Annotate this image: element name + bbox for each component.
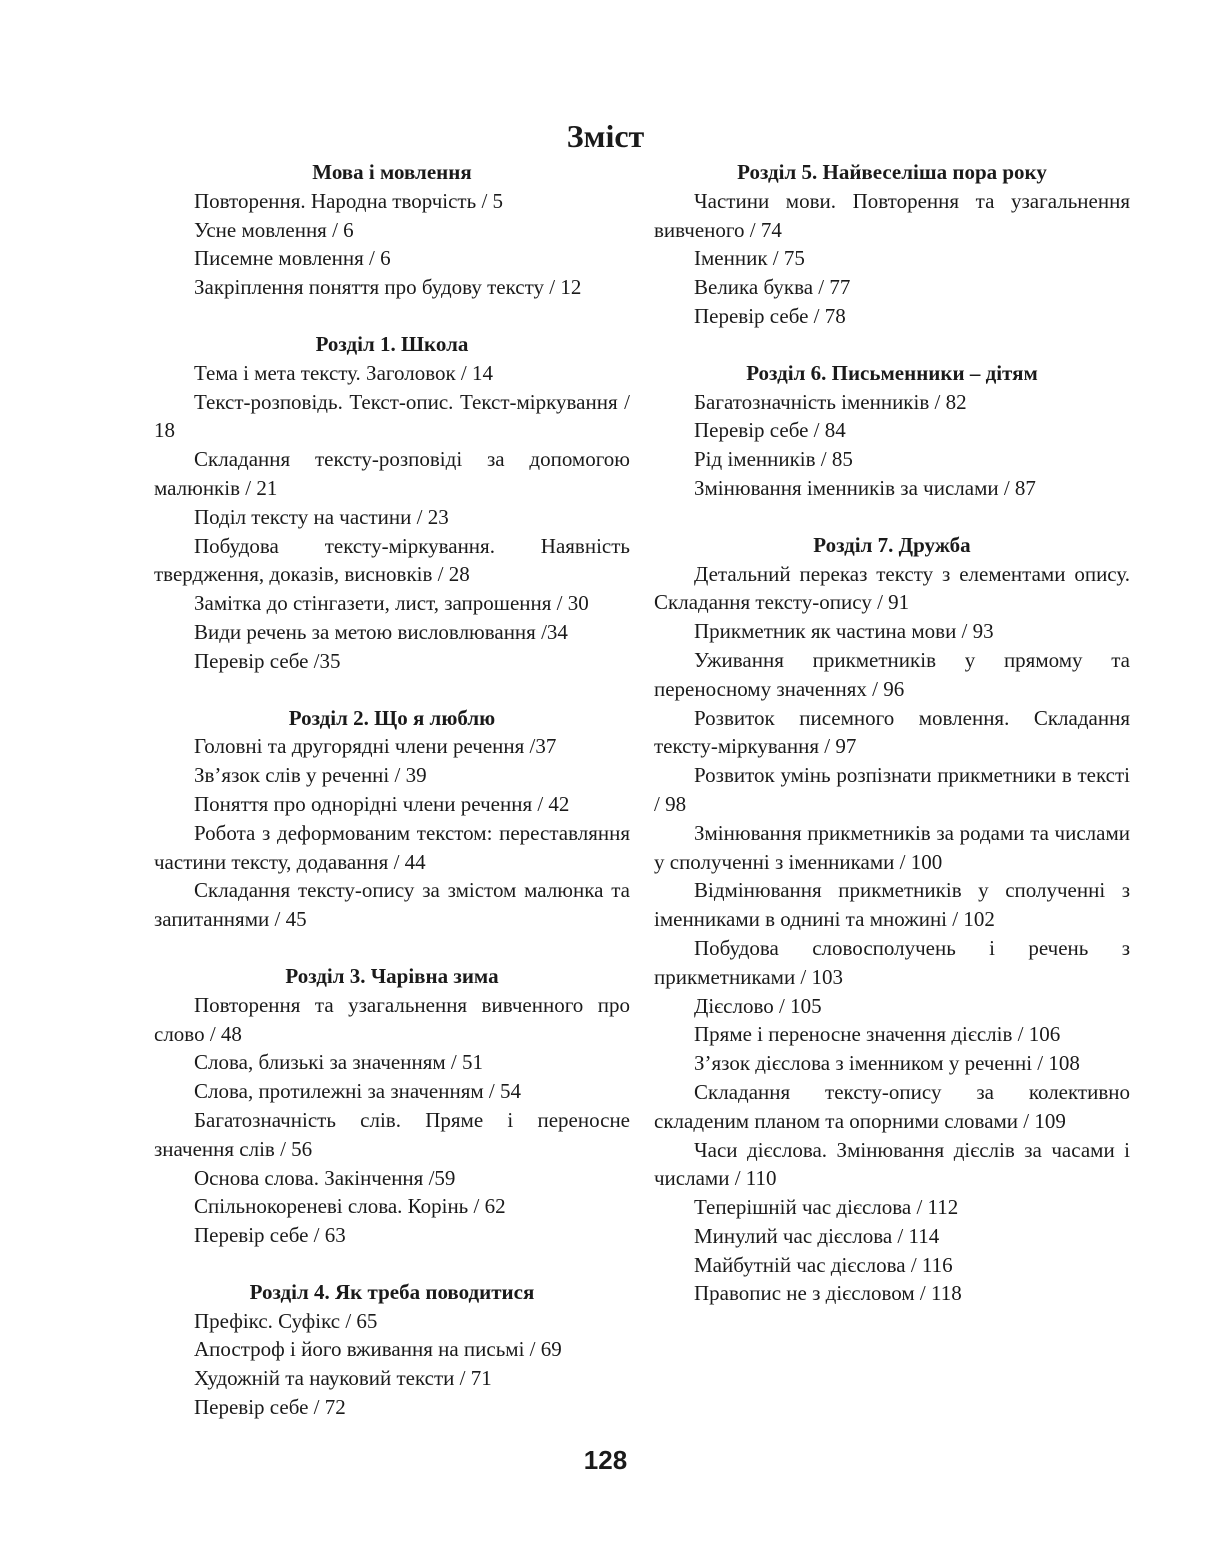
toc-entry: Префікс. Суфікс / 65 [194,1308,378,1333]
toc-entry: Художній та науковий тексти / 71 [194,1366,492,1391]
toc-entry: Рід іменників / 85 [694,447,853,472]
toc-entry: Правопис не з дієсловом / 118 [694,1281,962,1306]
page-number: 128 [583,1445,628,1475]
entry-list [654,560,1130,1309]
toc-entry: Змінювання прикметників за родами та числами у сполученні з іменниками / 100 [654,820,1130,874]
toc-entry: Розвиток писемного мовлення. Складання тексту-міркування / 97 [654,705,1130,759]
toc-entry: Майбутній час дієслова / 116 [694,1252,953,1277]
toc-entry: Розвиток умінь розпізнати прикметники в тексті / 98 [654,763,1130,816]
toc-entry: Повторення. Народна творчість / 5 [194,188,504,213]
toc-entry: Перевір себе / 63 [194,1223,346,1248]
toc-entry: Текст-розповідь. Текст-опис. Текст-міркування / 18 [154,389,630,443]
toc-entry: Види речень за метою висловлювання /34 [194,619,568,644]
toc-entry: Іменник / 75 [694,246,805,271]
toc-entry: Минулий час дієслова / 114 [694,1223,940,1248]
section-spacer [154,934,630,962]
toc-entry: Складання тексту-розповіді за допомогою малюнків / 21 [154,447,630,500]
toc-entry: Уживання прикметників у прямому та переносному значеннях / 96 [654,647,1130,701]
section-spacer [154,302,630,330]
entry-list [154,732,630,934]
toc-entry: Слова, протилежні за значенням / 54 [194,1079,521,1104]
toc-entry: Багатозначність слів. Пряме і переносне значення слів / 56 [154,1107,630,1161]
toc-section [154,1250,630,1422]
toc-entry: Перевір себе / 72 [194,1395,346,1420]
section-spacer [654,331,1130,359]
toc-entry: Спільнокореневі слова. Корінь / 62 [194,1194,506,1219]
section-heading: Розділ 6. Письменники – дітям [746,360,1038,385]
toc-entry: Часи дієслова. Змінювання дієслів за часами і числами / 110 [654,1137,1130,1191]
toc-entry: Побудова словосполучень і речень з прикметниками / 103 [654,935,1130,989]
toc-section [654,158,1130,331]
toc-entry: Прикметник як частина мови / 93 [694,619,994,644]
toc-entry: Основа слова. Закінчення /59 [194,1165,456,1190]
toc-entry: З’язок дієслова з іменником у реченні / 108 [694,1051,1080,1076]
toc-entry: Зв’язок слів у реченні / 39 [194,763,427,788]
toc-entry: Тема і мета тексту. Заголовок / 14 [194,360,494,385]
toc-entry: Побудова тексту-міркування. Наявність твердження, доказів, висновків / 28 [154,533,630,587]
toc-section [154,934,630,1250]
toc-section [654,503,1130,1309]
section-spacer [154,676,630,704]
toc-entry: Писемне мовлення / 6 [194,246,391,271]
entry-list [654,187,1130,331]
toc-entry: Головні та другорядні члени речення /37 [194,734,557,759]
toc-entry: Теперішній час дієслова / 112 [694,1195,959,1220]
toc-column-right [654,158,1130,1308]
section-heading: Мова і мовлення [312,160,472,184]
section-heading: Розділ 4. Як треба поводитися [249,1279,535,1304]
entry-list [154,187,630,302]
toc-entry: Перевір себе / 78 [694,303,846,328]
toc-entry: Замітка до стінгазети, лист, запрошення / 30 [194,591,589,616]
toc-section [154,302,630,676]
section-spacer [654,503,1130,531]
toc-entry: Змінювання іменників за числами / 87 [694,475,1036,500]
page-title: Зміст [566,118,645,154]
toc-entry: Слова, близькі за значенням / 51 [194,1050,484,1075]
toc-entry: Детальний переказ тексту з елементами опису. Складання тексту-опису / 91 [654,561,1130,615]
toc-entry: Апостроф і його вживання на письмі / 69 [194,1337,562,1362]
entry-list [154,991,630,1250]
toc-entry: Відмінювання прикметників у сполученні з іменниками в однині та множині / 102 [654,878,1130,932]
toc-entry: Пряме і переносне значення дієслів / 106 [694,1022,1061,1047]
toc-entry: Складання тексту-опису за колективно складеним планом та опорними словами / 109 [654,1079,1130,1133]
toc-entry: Дієслово / 105 [694,993,822,1018]
toc-entry: Частини мови. Повторення та узагальнення вивченого / 74 [654,188,1130,242]
toc-column-left [154,158,630,1422]
toc-entry: Робота з деформованим текстом: переставляння частини тексту, додавання / 44 [154,820,630,874]
section-spacer [154,1250,630,1278]
toc-section [154,158,630,302]
toc-entry: Закріплення поняття про будову тексту / 12 [194,275,582,300]
section-heading: Розділ 1. Школа [315,331,469,356]
section-heading: Розділ 3. Чарівна зима [285,963,499,988]
toc-entry: Багатозначність іменників / 82 [694,389,967,414]
toc-section [654,331,1130,503]
toc-entry: Поняття про однорідні члени речення / 42 [194,791,570,816]
toc-section [154,676,630,934]
section-heading: Розділ 7. Дружба [813,532,971,557]
toc-entry: Повторення та узагальнення вивченного про слово / 48 [154,992,630,1046]
toc-entry: Перевір себе /35 [194,648,341,673]
section-heading: Розділ 2. Що я люблю [288,705,496,730]
section-heading: Розділ 5. Найвеселіша пора року [737,160,1047,184]
toc-entry: Перевір себе / 84 [694,418,846,443]
entry-list [154,359,630,676]
toc-entry: Поділ тексту на частини / 23 [194,504,449,529]
toc-entry: Усне мовлення / 6 [194,217,354,242]
entry-list [154,1307,630,1422]
toc-entry: Велика буква / 77 [694,275,851,300]
toc-entry: Складання тексту-опису за змістом малюнка та запитаннями / 45 [154,878,630,932]
entry-list [654,388,1130,503]
